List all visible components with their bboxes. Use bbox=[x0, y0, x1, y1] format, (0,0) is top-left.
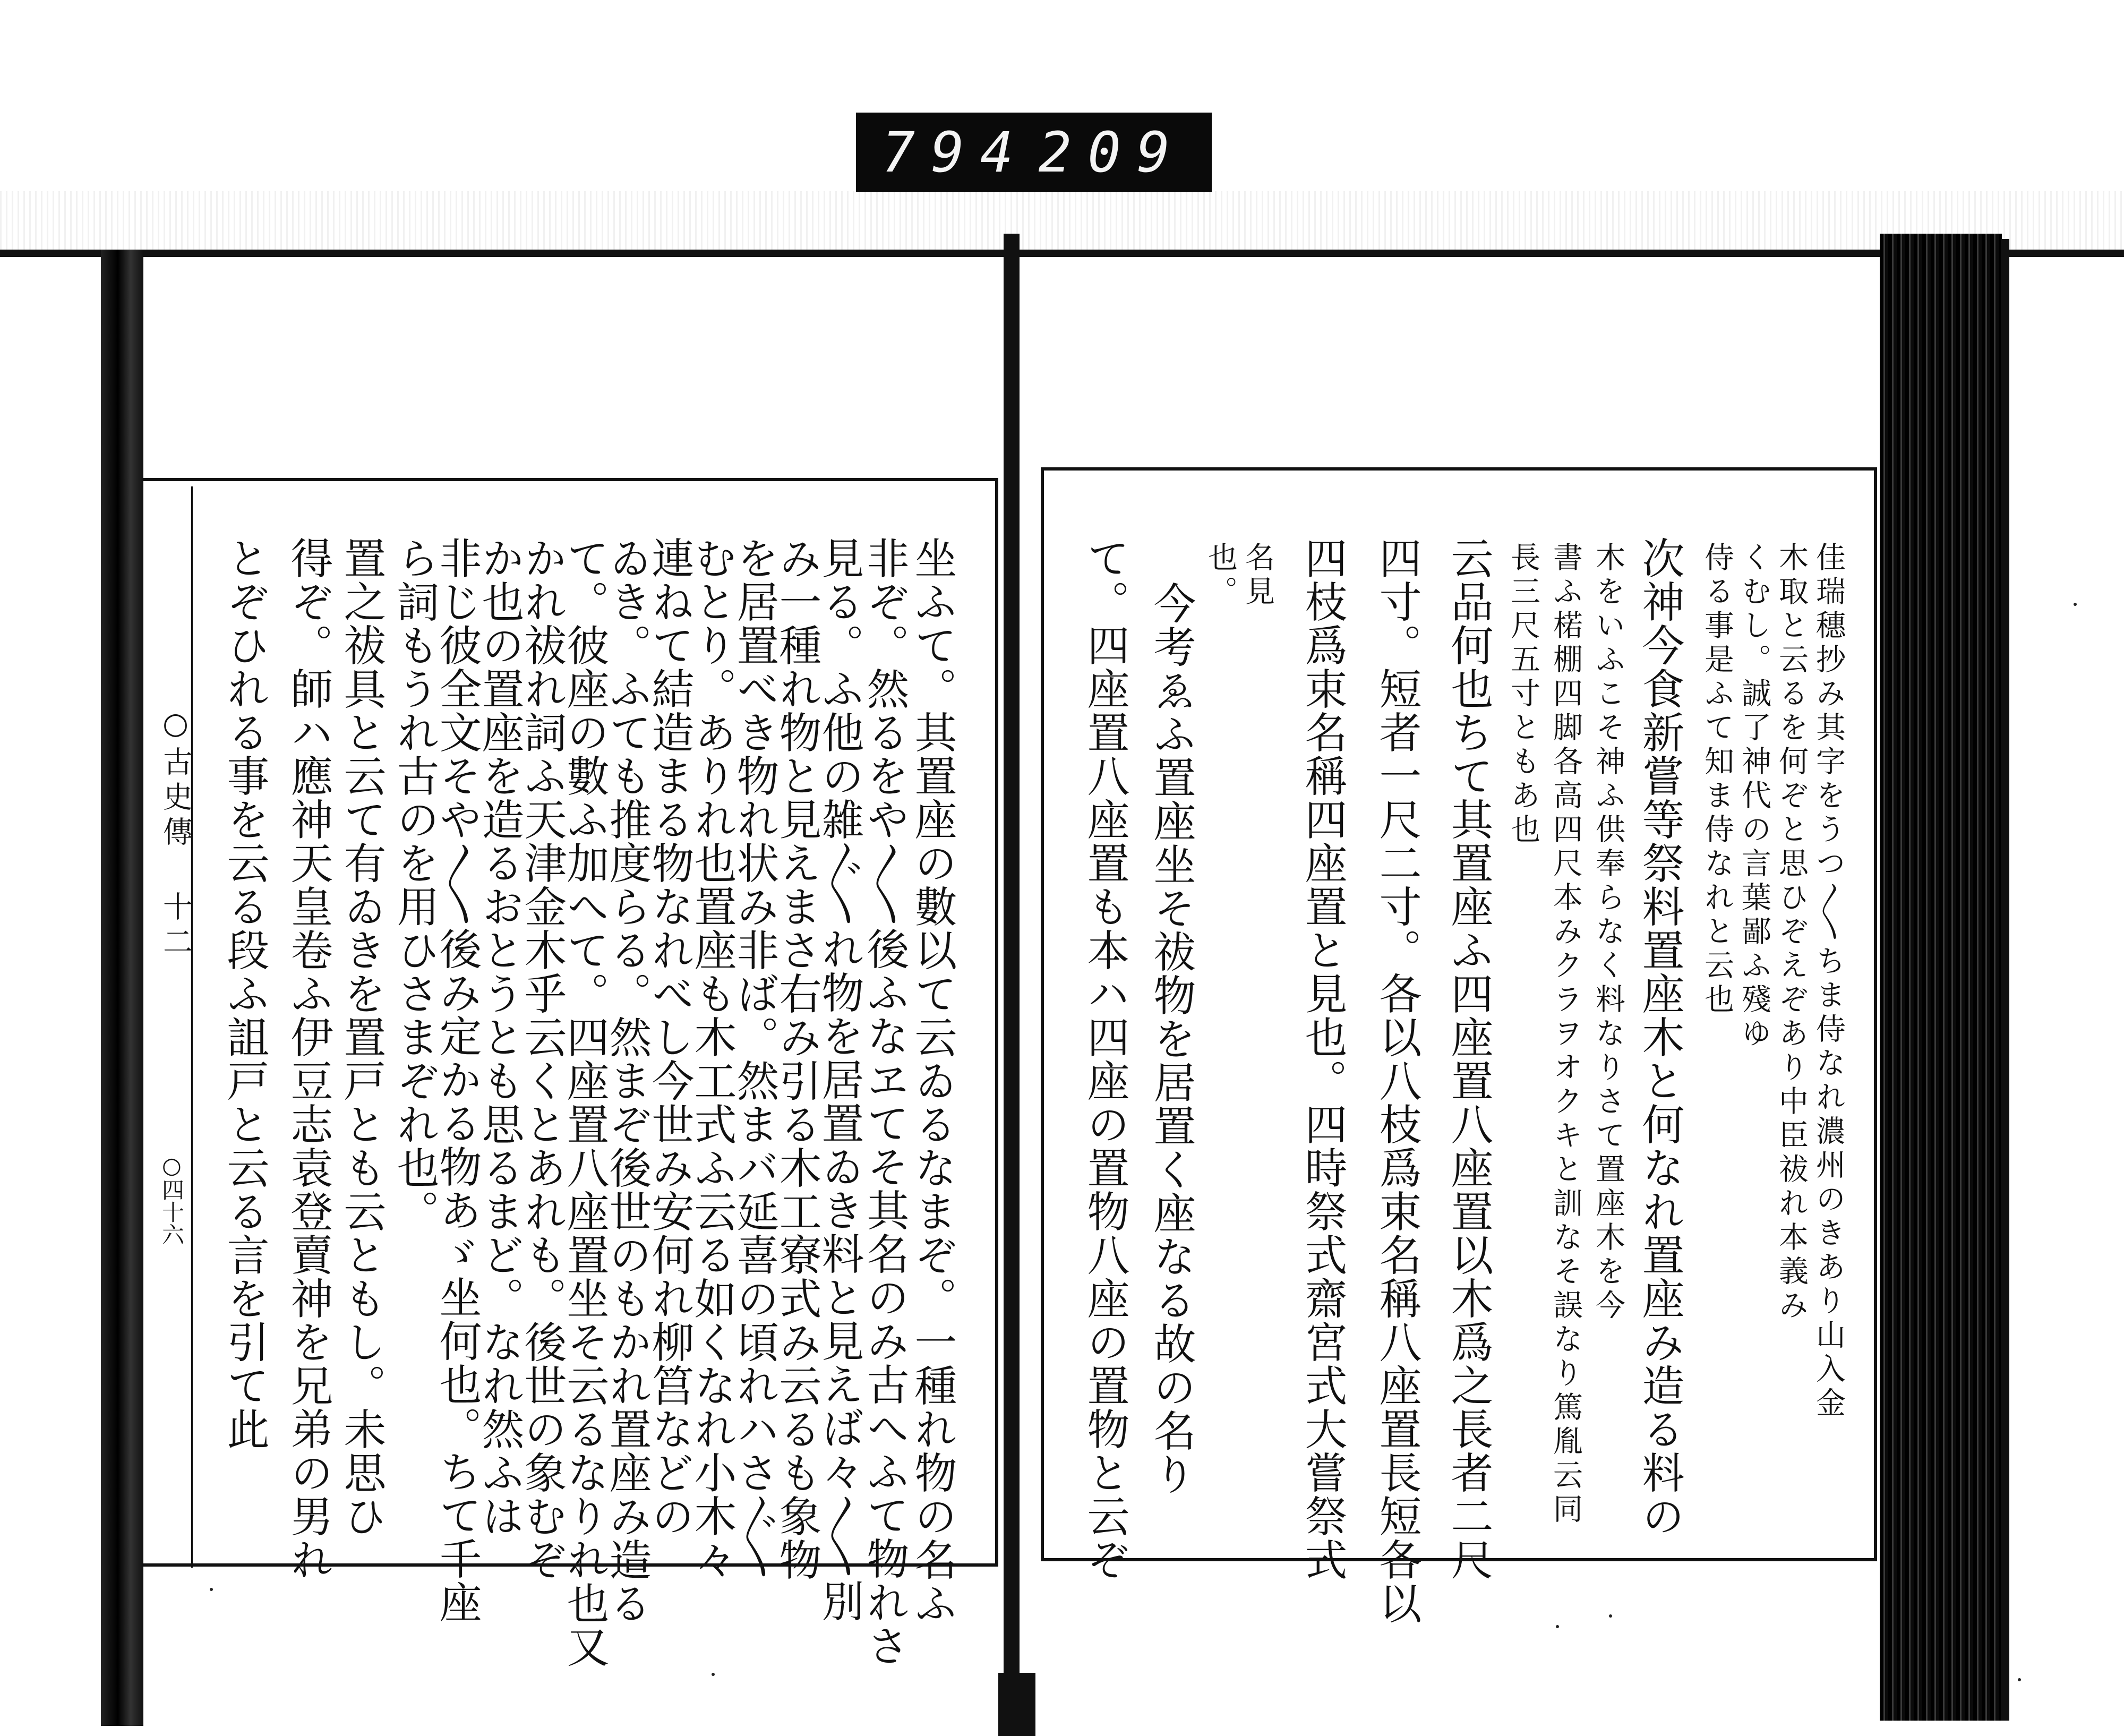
right-page-stack-cap bbox=[2001, 239, 2009, 1721]
right-text-column: 四枝爲束名稱四座置と見也。四時祭式齋宮式大嘗祭式 bbox=[1298, 536, 1347, 1581]
fiche-left-number: 794 bbox=[881, 120, 1030, 185]
left-text-column: 非じ彼全文そや〳〵後み定かる物あゞ坐何也。ちて千座 bbox=[432, 536, 482, 1624]
right-text-column: 長三尺五寸ともあ也 bbox=[1506, 542, 1540, 848]
left-text-column: か也の置座を造るおとうとも思るまど。なれ然ふは bbox=[475, 536, 524, 1538]
left-text-column: ら詞もうれ古のを用ひさまぞれ也。 bbox=[390, 536, 439, 1233]
left-binding-edge bbox=[101, 250, 143, 1726]
left-text-column: 得ぞ。師ハ應神天皇卷ふ伊豆志袁登賣神を兄弟の男れ bbox=[284, 536, 333, 1581]
left-text-column: み一種れ物と見えまさ右み引る木工寮式み云るも象物 bbox=[772, 536, 821, 1581]
right-text-column: て。四座置八座置も本ハ四座の置物八座の置物と云ぞ bbox=[1080, 536, 1129, 1581]
right-text-column: 四寸。短者一尺二寸。各以八枝爲束名稱八座置長短各以 bbox=[1372, 536, 1421, 1625]
center-gutter-foot bbox=[998, 1673, 1035, 1736]
left-text-column: て。彼座の數ふ加へて。四座置八座置坐そ云るなりれ也又 bbox=[560, 536, 609, 1669]
right-text-column: 侍る事是ふて知ま侍なれと云也 bbox=[1700, 542, 1734, 1017]
right-text-column: 佳瑞穗抄み其字をうつ〳〵ちま侍なれ濃州のきあり山入金 bbox=[1811, 542, 1846, 1421]
scan-speck bbox=[2074, 603, 2077, 606]
scan-speck bbox=[712, 1673, 715, 1676]
right-text-column: 今考ゑふ置座坐そ祓物を居置く座なる故の名り bbox=[1146, 581, 1196, 1496]
left-text-column: かれ祓れ詞ふ天津金木乎云くとあれも。後世の象むぞ bbox=[517, 536, 567, 1581]
left-text-column: を居置べき物れ状み非ば。然まバ延喜の頃れハさ〴〵 bbox=[730, 536, 779, 1580]
left-text-column: 置之祓具と云て有ゐきを置戸とも云ともし。未思ひ bbox=[337, 536, 386, 1538]
right-text-column: 也。 bbox=[1203, 542, 1238, 610]
left-text-column: 坐ふて。其置座の數以て云ゐるなまぞ。一種れ物の名ふ bbox=[907, 536, 957, 1625]
margin-book-title: ○古史傳 十二 bbox=[158, 706, 193, 961]
left-text-column: 連ねて結造まる物なれべし今世み安何れ柳筥などの bbox=[645, 536, 694, 1538]
right-text-column: 書ふ楉棚四脚各高四尺本みクラヲオクキと訓なそ誤なり篤胤云同 bbox=[1548, 542, 1583, 1527]
scan-speck bbox=[210, 1588, 213, 1591]
scan-speck bbox=[2018, 1678, 2021, 1681]
left-text-column: 非ぞ。然るをや〳〵後ふなヱてそ其名のみ古へふて物れさ bbox=[860, 536, 909, 1667]
center-gutter-bar bbox=[1004, 234, 1020, 1736]
scan-noise-band bbox=[0, 191, 2124, 250]
right-page-stack-edge bbox=[1880, 234, 2002, 1721]
left-text-column: ゐき。ふても推度らる。然まぞ後世のもかれ置座み造る bbox=[602, 536, 652, 1625]
right-text-column: 木取と云るを何ぞと思ひぞえぞあり中臣祓れ本義み bbox=[1774, 542, 1809, 1323]
scan-speck bbox=[1609, 1614, 1612, 1618]
right-text-column: 木をいふこそ神ふ供奉らなく料なりさて置座木を今 bbox=[1591, 542, 1625, 1323]
right-text-column: くむし。誠了神代の言葉鄙ふ殘ゆ bbox=[1737, 542, 1771, 1051]
left-text-column: むとり。ありれ也置座も木工式ふ云る如くなれ小木々 bbox=[687, 536, 736, 1581]
page-folio-number: ○四十六 bbox=[159, 1152, 185, 1245]
top-rule bbox=[0, 250, 2124, 257]
left-page-margin bbox=[149, 483, 190, 1561]
scan-speck bbox=[1556, 1625, 1559, 1628]
left-text-column: 見る。ふ他の雑〴〵れ物を居置ゐき料と見えば々〳〵別 bbox=[815, 536, 864, 1623]
fiche-right-number: 209 bbox=[1038, 120, 1186, 185]
right-text-column: 名見 bbox=[1240, 542, 1275, 610]
right-text-column: 云品何也ちて其置座ふ四座置八座置以木爲之長者二尺 bbox=[1444, 536, 1493, 1581]
fiche-label bbox=[856, 113, 1212, 192]
right-text-column: 次神今食新嘗等祭料置座木と何なれ置座み造る料の bbox=[1635, 536, 1684, 1538]
left-text-column: とぞひれる事を云る段ふ詛戸と云る言を引て此 bbox=[220, 536, 269, 1451]
